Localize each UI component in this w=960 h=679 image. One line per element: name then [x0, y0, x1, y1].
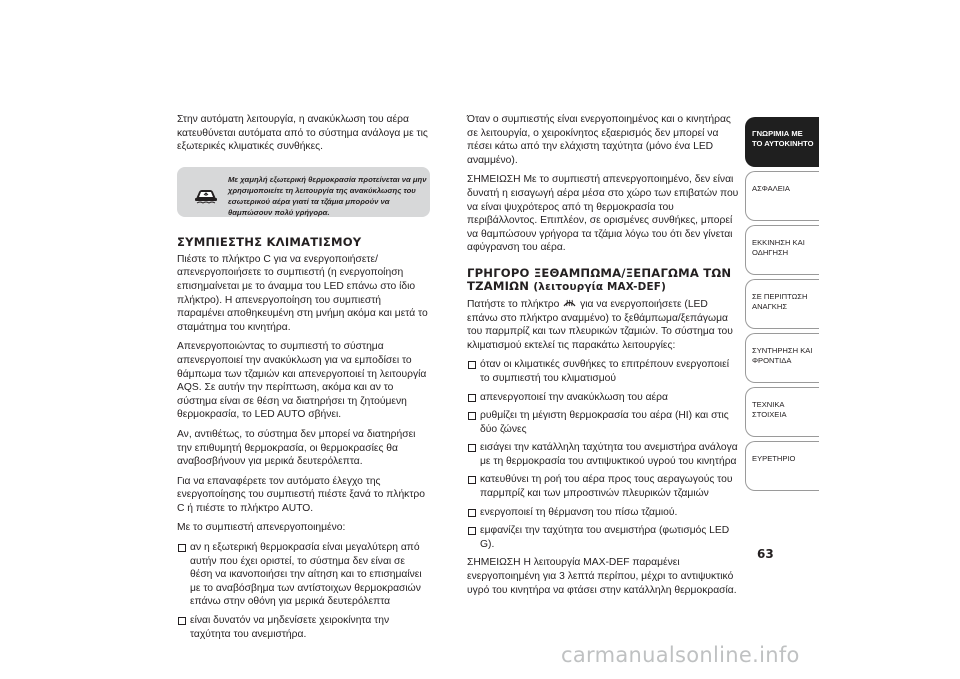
- compressor-heading: ΣΥΜΠΙΕΣΤΗΣ ΚΛΙΜΑΤΙΣΜΟΥ: [177, 234, 362, 249]
- list-item: κατευθύνει τη ροή του αέρα προς τους αεραγωγούς του παρμπρίζ και των μπροστινών πλευρικών τζαμιών: [467, 473, 740, 500]
- right-column: [467, 113, 740, 603]
- compressor-paragraph-5: Με το συμπιεστή απενεργοποιημένο:: [177, 522, 346, 534]
- list-item: εισάγει την κατάλληλη ταχύτητα του ανεμιστήρα ανάλογα με τη θερμοκρασία του αντιψυκτικού υγρού του κινητήρα: [467, 441, 740, 468]
- compressor-paragraph-2: Απενεργοποιώντας το συμπιεστή το σύστημα απενεργοποιεί την ανακύκλωση για να εμποδίσει το θάμπωμα των τζαμιών και απενεργοποιεί τη λειτουργία AQS. Σε αυτήν την περίπτωση, ακόμα και αν το σύστημα είναι σε θέση να διατηρήσει τη ζητούμενη θερμοκρασία, το LED AUTO σβήνει.: [177, 341, 427, 421]
- tab-getting-to-know[interactable]: ΓΝΩΡΙΜΙΑ ΜΕ ΤΟ ΑΥΤΟΚΙΝΗΤΟ: [745, 117, 819, 167]
- compressor-paragraph-3: Αν, αντιθέτως, το σύστημα δεν μπορεί να διατηρήσει την επιθυμητή θερμοκρασία, οι θερμοκρασίες θα αναβοσβήνουν για μερικά δευτερόλεπτα.: [177, 428, 416, 468]
- compressor-paragraph-4: Για να επαναφέρετε τον αυτόματο έλεγχο της ενεργοποίησης του συμπιεστή πιέστε ξανά το πλήκτρο C ή πιέστε το πλήκτρο AUTO.: [177, 475, 425, 514]
- min-speed-paragraph: Όταν ο συμπιεστής είναι ενεργοποιημένος και ο κινητήρας σε λειτουργία, ο χειροκίνητος εξαερισμός δεν μπορεί να πέσει κάτω από την ελάχιστη ταχύτητα (μόνο ένα LED αναμμένο).: [467, 114, 731, 166]
- max-def-paragraph: [467, 298, 740, 352]
- watermark: carmanualsonline.info: [561, 643, 800, 667]
- left-column: [177, 113, 430, 646]
- warning-box: [177, 167, 430, 217]
- max-def-heading-subtitle: (λειτουργία MAX-DEF): [533, 280, 667, 293]
- note-paragraph-2: ΣΗΜΕΙΩΣΗ Η λειτουργία MAX-DEF παραμένει ενεργοποιημένη για 3 λεπτά περίπου, μέχρι το αντιψυκτικό υγρό του κινητήρα να φτάσει στην κατάλληλη θερμοκρασία.: [467, 557, 737, 596]
- tab-emergency[interactable]: ΣΕ ΠΕΡΙΠΤΩΣΗ ΑΝΑΓΚΗΣ: [745, 279, 819, 329]
- max-def-heading-title: ΓΡΗΓΟΡΟ ΞΕΘΑΜΠΩΜΑ/ΞΕΠΑΓΩΜΑ ΤΩΝ ΤΖΑΜΙΩΝ: [467, 265, 732, 293]
- note-paragraph-1: ΣΗΜΕΙΩΣΗ Με το συμπιεστή απενεργοποιημένο, δεν είναι δυνατή η εισαγωγή αέρα μέσα στο χώρο των επιβατών που να είναι ψυχρότερος από τη θερμοκρασία του περιβάλλοντος. Επιπλέον, σε ορισμένες συνθήκες, μπορεί να θαμπώσουν γρήγορα τα τζάμια λόγω του ότι δεν γίνεται αφύγρανση του αέρα.: [467, 174, 739, 254]
- max-def-text-start: Πατήστε το πλήκτρο: [467, 298, 560, 310]
- page-number: 63: [757, 547, 774, 561]
- auto-recirculation-paragraph: Στην αυτόματη λειτουργία, η ανακύκλωση του αέρα κατευθύνεται αυτόματα από το σύστημα ανάλογα με τις εξωτερικές κλιματικές συνθήκες.: [177, 114, 428, 153]
- list-item: ρυθμίζει τη μέγιστη θερμοκρασία του αέρα (HI) και στις δύο ζώνες: [467, 409, 740, 436]
- tab-index[interactable]: ΕΥΡΕΤΗΡΙΟ: [745, 441, 819, 491]
- max-def-heading: [467, 267, 740, 294]
- list-item: εμφανίζει την ταχύτητα του ανεμιστήρα (φωτισμός LED G).: [467, 524, 740, 551]
- windshield-defrost-icon: [563, 298, 576, 308]
- max-def-functions-list: [467, 358, 740, 551]
- list-item: όταν οι κλιματικές συνθήκες το επιτρέπουν ενεργοποιεί το συμπιεστή του κλιματισμού: [467, 358, 740, 385]
- section-tabs: [745, 117, 819, 495]
- tab-technical-data[interactable]: ΤΕΧΝΙΚΑ ΣΤΟΙΧΕΙΑ: [745, 387, 819, 437]
- list-item: είναι δυνατόν να μηδενίσετε χειροκίνητα την ταχύτητα του ανεμιστήρα.: [177, 614, 430, 641]
- list-item: απενεργοποιεί την ανακύκλωση του αέρα: [467, 391, 740, 405]
- tab-starting-driving[interactable]: ΕΚΚΙΝΗΣΗ ΚΑΙ ΟΔΗΓΗΣΗ: [745, 225, 819, 275]
- warning-text: Με χαμηλή εξωτερική θερμοκρασία προτείνεται να μην χρησιμοποιείτε τη λειτουργία της ανακύκλωσης του εσωτερικού αέρα γιατί τα τζάμια μπορούν να θαμπώσουν πολύ γρήγορα.: [228, 174, 427, 217]
- tab-maintenance[interactable]: ΣΥΝΤΗΡΗΣΗ ΚΑΙ ΦΡΟΝΤΙΔΑ: [745, 333, 819, 383]
- compressor-off-list: [177, 541, 430, 641]
- tab-safety[interactable]: ΑΣΦΑΛΕΙΑ: [745, 171, 819, 221]
- max-def-text-end: για να ενεργοποιήσετε (LED επάνω στο πλήκτρο αναμμένο) το ξεθάμπωμα/ξεπάγωμα του παρμπρίζ και των πλευρικών τζαμιών. Το σύστημα του κλιματισμού εκτελεί τις παρακάτω λειτουργίες:: [467, 298, 733, 351]
- list-item: αν η εξωτερική θερμοκρασία είναι μεγαλύτερη από αυτήν που έχει οριστεί, το σύστημα δεν είναι σε θέση να ικανοποιήσει την αίτηση και το επισημαίνει με το αναβόσβημα των αντίστοιχων θερμοκρασιών επάνω στην οθόνη για μερικά δευτερόλεπτα: [177, 541, 430, 609]
- compressor-paragraph-1: Πιέστε το πλήκτρο C για να ενεργοποιήσετε/απενεργοποιήσετε το συμπιεστή (η ενεργοποίηση επισημαίνεται με το άναμμα του LED επάνω στο ίδιο πλήκτρο). Η απενεργοποίηση του συμπιεστή παραμένει αποθηκευμένη στη μνήμη ακόμα και μετά το σταμάτημα του κινητήρα.: [177, 253, 428, 333]
- list-item: ενεργοποιεί τη θέρμανση του πίσω τζαμιού.: [467, 506, 740, 520]
- car-warning-icon: [193, 180, 219, 204]
